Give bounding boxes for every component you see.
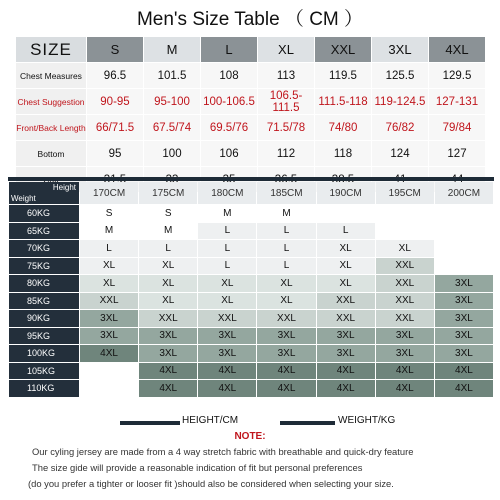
size-cell: S — [80, 205, 138, 222]
size-cell: XL — [198, 275, 256, 292]
size-cell: XL — [198, 293, 256, 310]
measurement-value: 100-106.5 — [201, 89, 257, 114]
size-cell — [80, 380, 138, 397]
size-cell: M — [198, 205, 256, 222]
weight-row — [9, 240, 493, 257]
measurement-value: 74/80 — [315, 115, 371, 140]
height-header-cell: 185CM — [257, 182, 315, 204]
measurement-value: 112 — [258, 141, 314, 166]
weight-label: 80KG — [9, 275, 79, 292]
weight-row — [9, 275, 493, 292]
size-cell: 3XL — [317, 345, 375, 362]
size-cell: XXL — [317, 293, 375, 310]
weight-label: 85KG — [9, 293, 79, 310]
measurement-value: 127 — [429, 141, 485, 166]
size-cell: 4XL — [257, 380, 315, 397]
size-cell: L — [80, 240, 138, 257]
size-cell: 3XL — [80, 310, 138, 327]
size-cell: 3XL — [435, 310, 493, 327]
size-cell: XL — [317, 275, 375, 292]
weight-legend-bar — [280, 421, 335, 425]
measurement-value: 108 — [201, 63, 257, 88]
measurement-value: 106.5-111.5 — [258, 89, 314, 114]
size-cell: 3XL — [376, 345, 434, 362]
size-cell — [435, 223, 493, 240]
weight-row — [9, 380, 493, 397]
height-header-cell: 190CM — [317, 182, 375, 204]
size-cell — [435, 205, 493, 222]
weight-label: 110KG — [9, 380, 79, 397]
measurement-value: 119.5 — [315, 63, 371, 88]
measurement-label: Chest Measures — [16, 63, 86, 88]
weight-row — [9, 205, 493, 222]
measurement-value: 100 — [144, 141, 200, 166]
size-cell: XL — [257, 275, 315, 292]
size-header-cell: S — [87, 37, 143, 62]
size-header-cell: XL — [258, 37, 314, 62]
size-cell: 3XL — [198, 345, 256, 362]
size-header-cell: XXL — [315, 37, 371, 62]
size-cell: XXL — [139, 310, 197, 327]
height-weight-table — [8, 181, 494, 398]
size-cell: XXL — [257, 310, 315, 327]
measurement-value: 124 — [372, 141, 428, 166]
size-cell: XL — [317, 240, 375, 257]
weight-row — [9, 345, 493, 362]
weight-label: 100KG — [9, 345, 79, 362]
measurement-value: 119-124.5 — [372, 89, 428, 114]
size-cell: 3XL — [257, 328, 315, 345]
size-cell: L — [257, 258, 315, 275]
weight-row — [9, 328, 493, 345]
size-measurement-table — [15, 36, 486, 193]
measurement-value: 106 — [201, 141, 257, 166]
measurement-value: 71.5/78 — [258, 115, 314, 140]
size-cell: XL — [139, 293, 197, 310]
size-cell: L — [198, 223, 256, 240]
measurement-row — [16, 89, 485, 114]
measurement-row — [16, 115, 485, 140]
size-cell: M — [139, 223, 197, 240]
height-legend-bar — [120, 421, 180, 425]
weight-legend: WEIGHT/KG — [338, 415, 396, 426]
size-cell: 4XL — [435, 363, 493, 380]
size-cell: M — [80, 223, 138, 240]
note-line-3: (do you prefer a tighter or looser fit )should also be considered when selecting your size. — [28, 478, 394, 489]
height-header-cell: 195CM — [376, 182, 434, 204]
size-cell: XXL — [376, 310, 434, 327]
size-cell — [317, 205, 375, 222]
size-cell: L — [317, 223, 375, 240]
size-cell: 4XL — [139, 363, 197, 380]
size-cell: 3XL — [376, 328, 434, 345]
title-text: Men's Size Table — [136, 9, 280, 30]
size-cell: 3XL — [317, 328, 375, 345]
height-header-cell: 170CM — [80, 182, 138, 204]
size-cell: 3XL — [435, 275, 493, 292]
size-cell: 4XL — [317, 380, 375, 397]
measurement-label: Chest Suggestion — [16, 89, 86, 114]
size-cell — [435, 240, 493, 257]
size-cell: XL — [257, 293, 315, 310]
measurement-value: 67.5/74 — [144, 115, 200, 140]
size-cell: XL — [139, 258, 197, 275]
measurement-row — [16, 63, 485, 88]
weight-label: 95KG — [9, 328, 79, 345]
size-cell: XXL — [317, 310, 375, 327]
size-cell: 3XL — [435, 345, 493, 362]
size-cell: L — [139, 240, 197, 257]
weight-row — [9, 258, 493, 275]
measurement-value: 118 — [315, 141, 371, 166]
measurement-value: 79/84 — [429, 115, 485, 140]
size-cell: 3XL — [435, 328, 493, 345]
measurement-value: 95-100 — [144, 89, 200, 114]
measurement-value: 95 — [87, 141, 143, 166]
measurement-value: 76/82 — [372, 115, 428, 140]
measurement-value: 90-95 — [87, 89, 143, 114]
size-cell: L — [198, 258, 256, 275]
title-unit: （ CM ） — [284, 9, 364, 30]
weight-label: 90KG — [9, 310, 79, 327]
height-legend: HEIGHT/CM — [182, 415, 239, 426]
size-cell: XXL — [376, 275, 434, 292]
size-header-label: SIZE — [16, 37, 86, 62]
size-cell: XXL — [198, 310, 256, 327]
size-cell: 4XL — [257, 363, 315, 380]
measurement-row — [16, 141, 485, 166]
measurement-value: 129.5 — [429, 63, 485, 88]
measurement-value: 66/71.5 — [87, 115, 143, 140]
weight-label: 60KG — [9, 205, 79, 222]
size-cell: XXL — [80, 293, 138, 310]
size-cell: L — [198, 240, 256, 257]
size-cell: 3XL — [80, 328, 138, 345]
size-header-cell: M — [144, 37, 200, 62]
note-title: NOTE: — [234, 431, 266, 442]
size-cell — [80, 363, 138, 380]
weight-label: 70KG — [9, 240, 79, 257]
size-header-cell: 3XL — [372, 37, 428, 62]
size-cell: XL — [376, 240, 434, 257]
height-header-cell: 175CM — [139, 182, 197, 204]
size-cell: M — [257, 205, 315, 222]
size-cell: XL — [317, 258, 375, 275]
size-cell: 4XL — [198, 363, 256, 380]
corner-weight-label: Weight — [11, 194, 36, 203]
weight-label: 65KG — [9, 223, 79, 240]
measurement-value: 111.5-118 — [315, 89, 371, 114]
measurement-value: 127-131 — [429, 89, 485, 114]
measurement-value: 96.5 — [87, 63, 143, 88]
measurement-label: Bottom — [16, 141, 86, 166]
corner-cell — [9, 182, 79, 204]
size-cell — [376, 205, 434, 222]
size-header-cell: L — [201, 37, 257, 62]
size-cell: 4XL — [376, 363, 434, 380]
size-cell: 4XL — [376, 380, 434, 397]
size-cell: XL — [80, 275, 138, 292]
measurement-label: Front/Back Length — [16, 115, 86, 140]
size-cell: XXL — [376, 258, 434, 275]
size-cell: 3XL — [139, 328, 197, 345]
measurement-value: 101.5 — [144, 63, 200, 88]
size-cell: 4XL — [198, 380, 256, 397]
size-cell: 4XL — [435, 380, 493, 397]
weight-label: 105KG — [9, 363, 79, 380]
size-cell: S — [139, 205, 197, 222]
page-title — [0, 4, 500, 31]
weight-row — [9, 223, 493, 240]
weight-label: 75KG — [9, 258, 79, 275]
weight-row — [9, 363, 493, 380]
size-cell: 3XL — [257, 345, 315, 362]
height-header-cell: 200CM — [435, 182, 493, 204]
weight-row — [9, 293, 493, 310]
size-cell: 4XL — [317, 363, 375, 380]
size-cell: 4XL — [139, 380, 197, 397]
measurement-value: 125.5 — [372, 63, 428, 88]
size-cell: 4XL — [80, 345, 138, 362]
size-cell — [376, 223, 434, 240]
size-cell: XXL — [376, 293, 434, 310]
size-cell: L — [257, 240, 315, 257]
size-cell: 3XL — [435, 293, 493, 310]
corner-height-label: Height — [52, 183, 76, 192]
height-header-cell: 180CM — [198, 182, 256, 204]
note-line-2: The size gide will provide a reasonable indication of fit but personal preferences — [32, 462, 363, 473]
size-cell: L — [257, 223, 315, 240]
size-header-cell: 4XL — [429, 37, 485, 62]
size-cell: XL — [80, 258, 138, 275]
size-cell — [435, 258, 493, 275]
measurement-value: 69.5/76 — [201, 115, 257, 140]
size-cell: 3XL — [198, 328, 256, 345]
size-cell: 3XL — [139, 345, 197, 362]
size-cell: XL — [139, 275, 197, 292]
measurement-value: 113 — [258, 63, 314, 88]
weight-row — [9, 310, 493, 327]
note-line-1: Our cyling jersey are made from a 4 way stretch fabric with breathable and quick-dry feature — [32, 446, 414, 457]
